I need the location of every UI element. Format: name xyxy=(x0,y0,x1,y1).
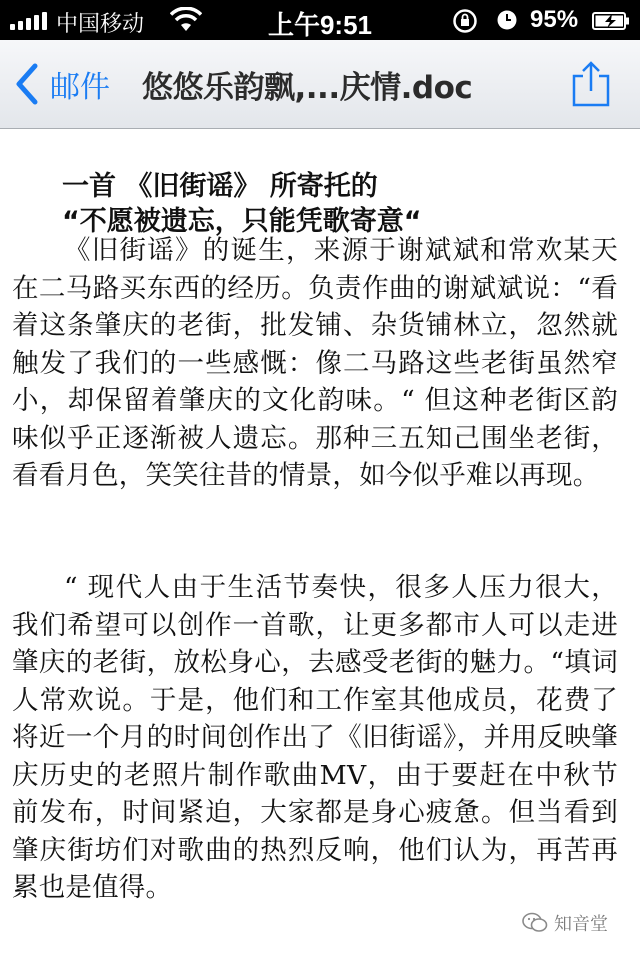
navigation-bar xyxy=(0,40,640,129)
status-bar xyxy=(0,0,640,40)
alarm-icon xyxy=(496,9,518,31)
chevron-left-icon xyxy=(14,62,40,106)
back-button-label: 邮件 xyxy=(50,70,110,105)
watermark xyxy=(522,910,608,936)
share-icon[interactable] xyxy=(568,60,614,108)
battery-percent: 95% xyxy=(530,6,579,33)
heading-line-1: 一首 《旧街谣》 所寄托的 xyxy=(62,171,378,202)
rotation-lock-icon xyxy=(452,8,478,34)
watermark-text: 知音堂 xyxy=(554,914,608,935)
document-title: 悠悠乐韵飘,...庆情.doc xyxy=(142,70,473,106)
battery-icon xyxy=(592,12,630,30)
wechat-icon xyxy=(522,912,548,934)
paragraph-1: 《旧街谣》的诞生，来源于谢斌斌和常欢某天在二马路买东西的经历。负责作曲的谢斌斌说：“看着这条肇庆的老街，批发铺、杂货铺林立，忽然就触发了我们的一些感慨：像二马路这些老街虽然窄小，却保留着肇庆的文化韵味。“ 但这种老街区韵味似乎正逐渐被人遗忘。那种三五知己围坐老街，看看月色，笑笑往昔的情景，如今似乎难以再现。 xyxy=(12,235,618,491)
document-viewer xyxy=(0,129,640,960)
paragraph-2: “ 现代人由于生活节奏快，很多人压力很大，我们希望可以创作一首歌，让更多都市人可以走进肇庆的老街，放松身心，去感受老街的魅力。“填词人常欢说。于是，他们和工作室其他成员，花费了将近一个月的时间创作出了《旧街谣》，并用反映肇庆历史的老照片制作歌曲MV，由于要赶在中秋节前发布，时间紧迫，大家都是身心疲惫。但当看到肇庆街坊们对歌曲的热烈反响，他们认为，再苦再累也是值得。 xyxy=(12,572,618,903)
heading-line-2: “不愿被遗忘，只能凭歌寄意“ xyxy=(62,206,422,237)
carrier-name: 中国移动 xyxy=(56,12,145,37)
status-time: 上午9:51 xyxy=(267,10,373,40)
back-button[interactable] xyxy=(14,60,110,108)
